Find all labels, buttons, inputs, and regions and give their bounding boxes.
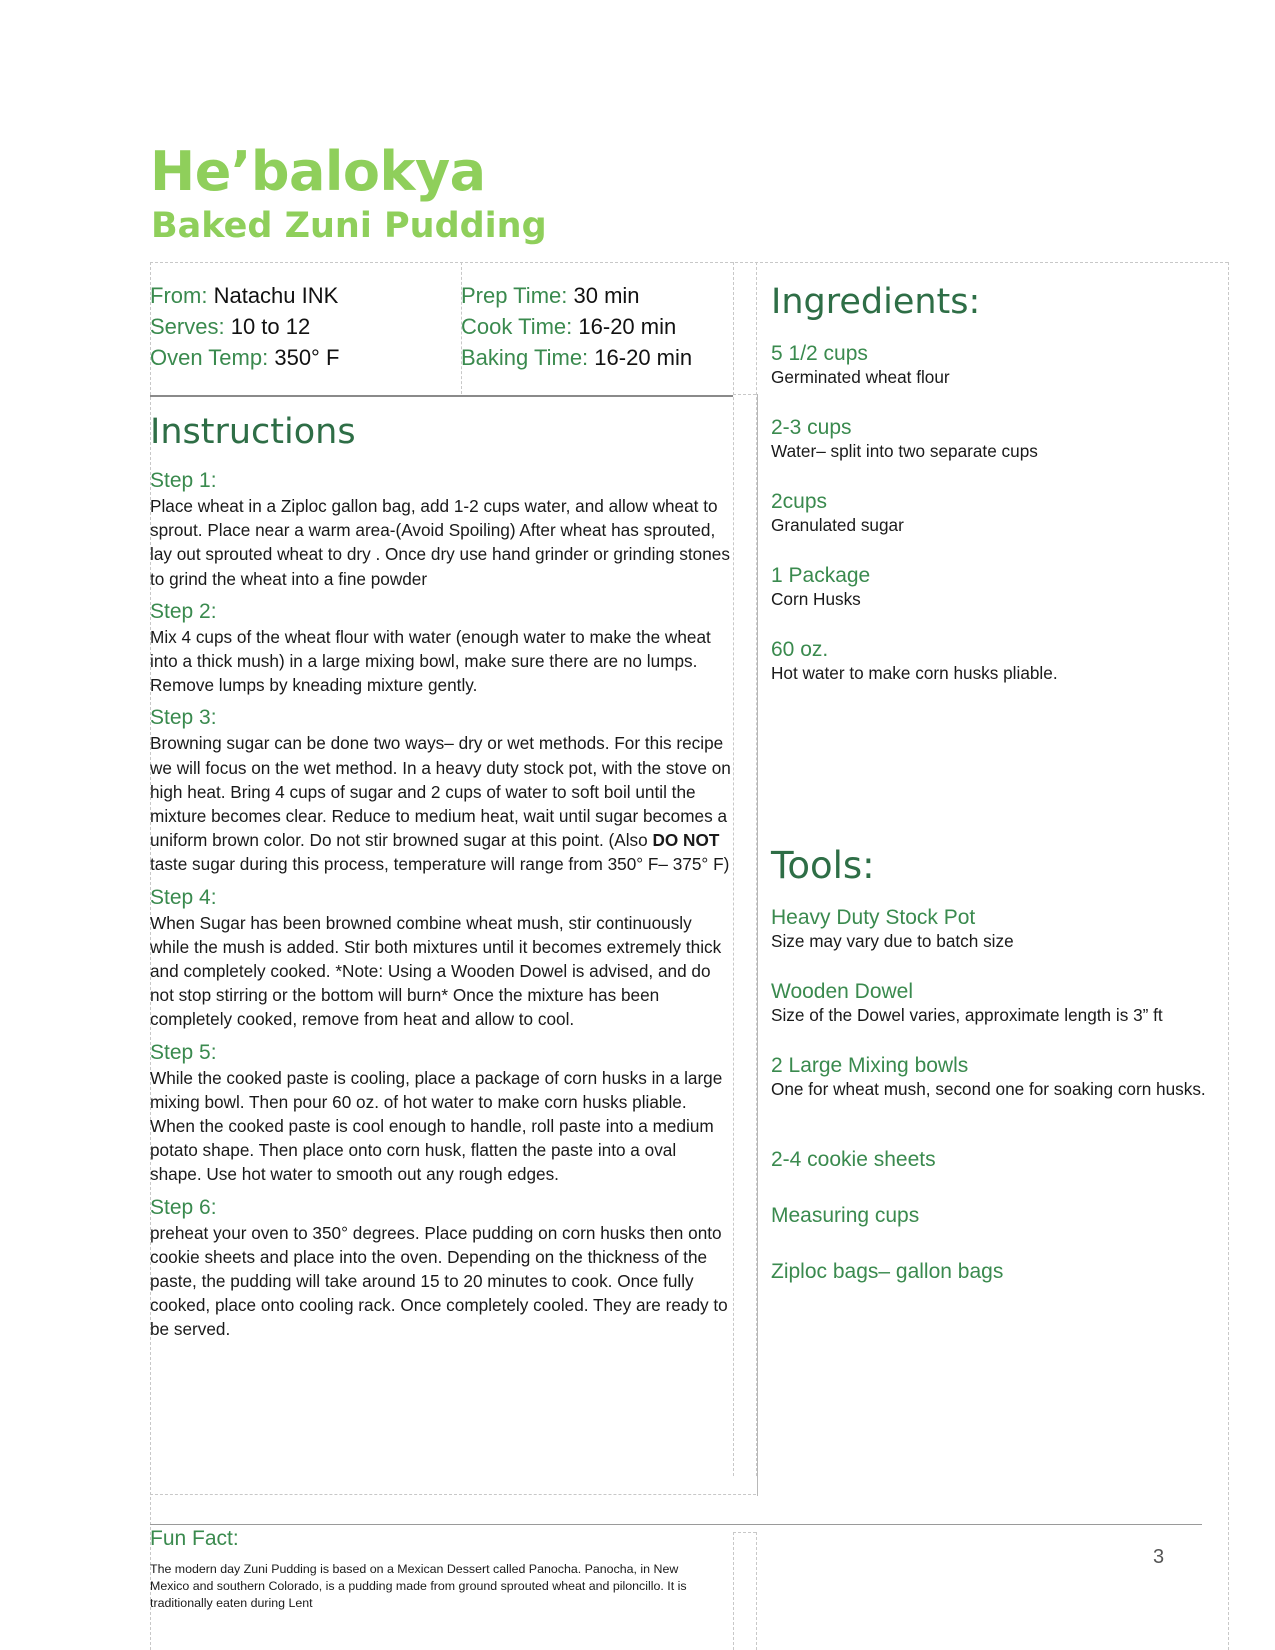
step-6: Step 6: preheat your oven to 350° degrees. Place pudding on corn husks then onto cookie sheets and place into the oven. Depending on the thickness of the paste, the pudding will take around 15 to 20 minutes to cook. Once fully cooked, place onto cooling rack. Once completely cooled. They are ready to be served. xyxy=(150,1195,728,1340)
meta-serves: Serves: 10 to 12 xyxy=(150,314,311,339)
guide-col-right xyxy=(733,262,734,1476)
meta-cook-time: Cook Time: 16-20 min xyxy=(461,314,677,339)
column-divider xyxy=(757,394,758,1496)
fun-fact-text: The modern day Zuni Pudding is based on a Mexican Dessert called Panocha. Panocha, in New Mexico and southern Colorado, is a pudding made from ground sprouted wheat and piloncillo. It is traditionally eaten during Lent xyxy=(150,1562,687,1610)
meta-from: From: Natachu INK xyxy=(150,283,339,308)
ingredient-item: 2cups Granulated sugar xyxy=(771,490,904,535)
meta-left xyxy=(150,280,339,373)
guide-right xyxy=(1228,262,1229,1650)
ingredient-item: 60 oz. Hot water to make corn husks pliable. xyxy=(771,638,1058,683)
ingredient-item: 5 1/2 cups Germinated wheat flour xyxy=(771,342,950,387)
guide-footer-tick xyxy=(733,1532,756,1533)
step-4: Step 4: When Sugar has been browned combine wheat mush, stir continuously while the mush is added. Stir both mixtures until it becomes extremely thick and completely cooked. *Note: Using a Wooden Dowel is advised, and do not stop stirring or the bottom will burn* Once the mixture has been completely cooked, remove from heat and allow to cool. xyxy=(150,885,722,1030)
guide-top xyxy=(150,262,1228,263)
meta-oven-temp: Oven Temp: 350° F xyxy=(150,345,340,370)
tool-item: Heavy Duty Stock Pot Size may vary due to batch size xyxy=(771,906,1014,951)
tool-item: Measuring cups xyxy=(771,1204,920,1227)
tool-item: Ziploc bags– gallon bags xyxy=(771,1260,1004,1283)
tool-item: 2-4 cookie sheets xyxy=(771,1148,936,1171)
tools-heading: Tools: xyxy=(771,844,875,887)
footer-divider xyxy=(150,1524,1202,1525)
meta-baking-time: Baking Time: 16-20 min xyxy=(461,345,693,370)
guide-footer-split-a xyxy=(733,1532,734,1650)
meta-prep-time: Prep Time: 30 min xyxy=(461,283,640,308)
step-5: Step 5: While the cooked paste is cooling, place a package of corn husks in a large mixing bowl. Then pour 60 oz. of hot water to make corn husks pliable. When the cooked paste is cool enough to handle, roll paste into a medium potato shape. Then place onto corn husk, flatten the paste into a oval shape. Use hot water to smooth out any rough edges. xyxy=(150,1040,723,1185)
meta-divider xyxy=(150,395,733,397)
page-number: 3 xyxy=(1153,1546,1165,1568)
meta-right xyxy=(461,280,692,373)
do-not-emphasis: DO NOT xyxy=(652,830,720,851)
step-2: Step 2: Mix 4 cups of the wheat flour with water (enough water to make the wheat into a thick mush) in a large mixing bowl, make sure there are no lumps. Remove lumps by kneading mixture gently. xyxy=(150,599,711,696)
guide-footer-split-b xyxy=(756,1532,757,1650)
step-1: Step 1: Place wheat in a Ziploc gallon bag, add 1-2 cups water, and allow wheat to sprout. Place near a warm area-(Avoid Spoiling) After wheat has sprouted, lay out sprouted wheat to dry . Once dry use hand grinder or grinding stones to grind the wheat into a fine powder xyxy=(150,469,730,589)
step-3: Step 3: Browning sugar can be done two ways– dry or wet methods. For this recipe we will focus on the wet method. In a heavy duty stock pot, with the stove on high heat. Bring 4 cups of sugar and 2 cups of water to soft boil until the mixture becomes clear. Reduce to medium heat, wait until sugar becomes a uniform brown color. Do not stir browned sugar at this point. (Also DO NOT taste sugar during this process, temperature will range from 350° F– 375° F) xyxy=(150,706,731,875)
recipe-title: He’balokya xyxy=(150,140,486,203)
recipe-subtitle: Baked Zuni Pudding xyxy=(151,206,547,246)
instructions-heading: Instructions xyxy=(150,412,356,452)
guide-content-bottom xyxy=(150,1494,756,1495)
tool-item: Wooden Dowel Size of the Dowel varies, approximate length is 3” ft xyxy=(771,980,1163,1025)
ingredients-heading: Ingredients: xyxy=(771,282,981,322)
instructions-list xyxy=(150,468,732,1350)
tool-item: 2 Large Mixing bowls One for wheat mush, second one for soaking corn husks. xyxy=(771,1054,1206,1099)
fun-fact-heading: Fun Fact: xyxy=(150,1527,239,1550)
ingredient-item: 2-3 cups Water– split into two separate cups xyxy=(771,416,1038,461)
guide-meta-bottom xyxy=(733,394,756,395)
ingredient-item: 1 Package Corn Husks xyxy=(771,564,871,609)
